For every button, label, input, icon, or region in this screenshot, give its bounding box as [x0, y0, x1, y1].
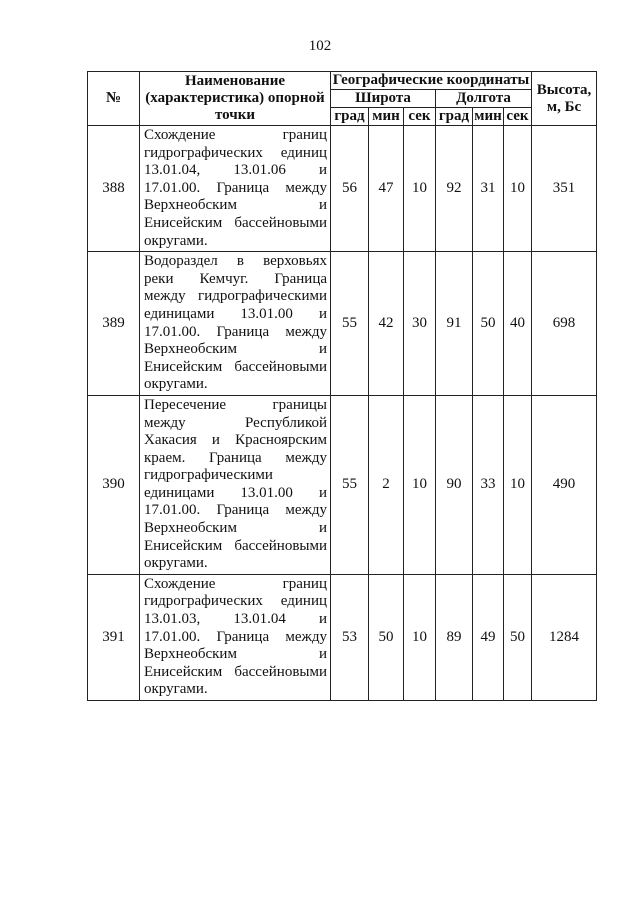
table-row	[88, 252, 597, 396]
row-lon-grad: 92	[436, 126, 473, 252]
header-name: Наименование (характеристика) опорной точки	[140, 72, 331, 126]
row-lat-min: 2	[369, 395, 404, 574]
row-height: 698	[532, 252, 597, 396]
header-lat-sek: сек	[404, 108, 436, 126]
row-name: Водораздел в верховьях реки Кемчуг. Граница между гидрографическими единицами 13.01.00 и 17.01.00. Граница между Верхнеобским и Енисейским бассейновыми округами.	[140, 252, 331, 396]
row-lat-sek: 30	[404, 252, 436, 396]
row-num: 390	[88, 395, 140, 574]
row-lat-grad: 53	[331, 574, 369, 700]
header-lon-min: мин	[474, 108, 502, 124]
row-lon-min: 50	[473, 252, 504, 396]
row-name: Схождение границ гидрографических единиц 13.01.04, 13.01.06 и 17.01.00. Граница между Верхнеобским и Енисейским бассейновыми округами.	[140, 126, 331, 252]
row-height: 1284	[532, 574, 597, 700]
header-num: №	[88, 72, 140, 126]
row-lon-sek: 50	[504, 574, 532, 700]
row-lon-min: 33	[473, 395, 504, 574]
row-height: 490	[532, 395, 597, 574]
header-height: Высота, м, Бс	[532, 72, 597, 126]
header-lon-grad: град	[436, 108, 473, 126]
row-lat-grad: 55	[331, 252, 369, 396]
table-row	[88, 395, 597, 574]
table-row	[88, 574, 597, 700]
row-lat-min: 47	[369, 126, 404, 252]
row-lon-min: 49	[473, 574, 504, 700]
header-lat-grad: град	[331, 108, 369, 126]
row-lat-sek: 10	[404, 574, 436, 700]
row-lat-sek: 10	[404, 395, 436, 574]
header-latitude: Широта	[331, 90, 436, 108]
row-name: Схождение границ гидрографических единиц 13.01.03, 13.01.04 и 17.01.00. Граница между Верхнеобским и Енисейским бассейновыми округами.	[140, 574, 331, 700]
row-name: Пересечение границы между Республикой Хакасия и Красноярским краем. Граница между гидрографическими единицами 13.01.00 и 17.01.00. Граница между Верхнеобским и Енисейским бассейновыми округами.	[140, 395, 331, 574]
row-lat-grad: 55	[331, 395, 369, 574]
row-lat-min: 50	[369, 574, 404, 700]
coordinates-table	[87, 71, 597, 701]
row-lat-sek: 10	[404, 126, 436, 252]
header-lon-sek: сек	[504, 108, 532, 126]
table-row	[88, 126, 597, 252]
header-longitude: Долгота	[436, 90, 532, 108]
row-num: 388	[88, 126, 140, 252]
header-lat-min: мин	[369, 108, 404, 126]
row-lon-sek: 40	[504, 252, 532, 396]
row-num: 389	[88, 252, 140, 396]
row-lon-sek: 10	[504, 126, 532, 252]
row-lon-grad: 90	[436, 395, 473, 574]
row-lon-grad: 91	[436, 252, 473, 396]
row-height: 351	[532, 126, 597, 252]
row-num: 391	[88, 574, 140, 700]
row-lon-grad: 89	[436, 574, 473, 700]
row-lat-grad: 56	[331, 126, 369, 252]
header-row-top	[88, 72, 597, 90]
page-number: 102	[308, 38, 332, 54]
header-geo-coords: Географические координаты	[331, 72, 532, 90]
row-lon-sek: 10	[504, 395, 532, 574]
row-lat-min: 42	[369, 252, 404, 396]
row-lon-min: 31	[473, 126, 504, 252]
